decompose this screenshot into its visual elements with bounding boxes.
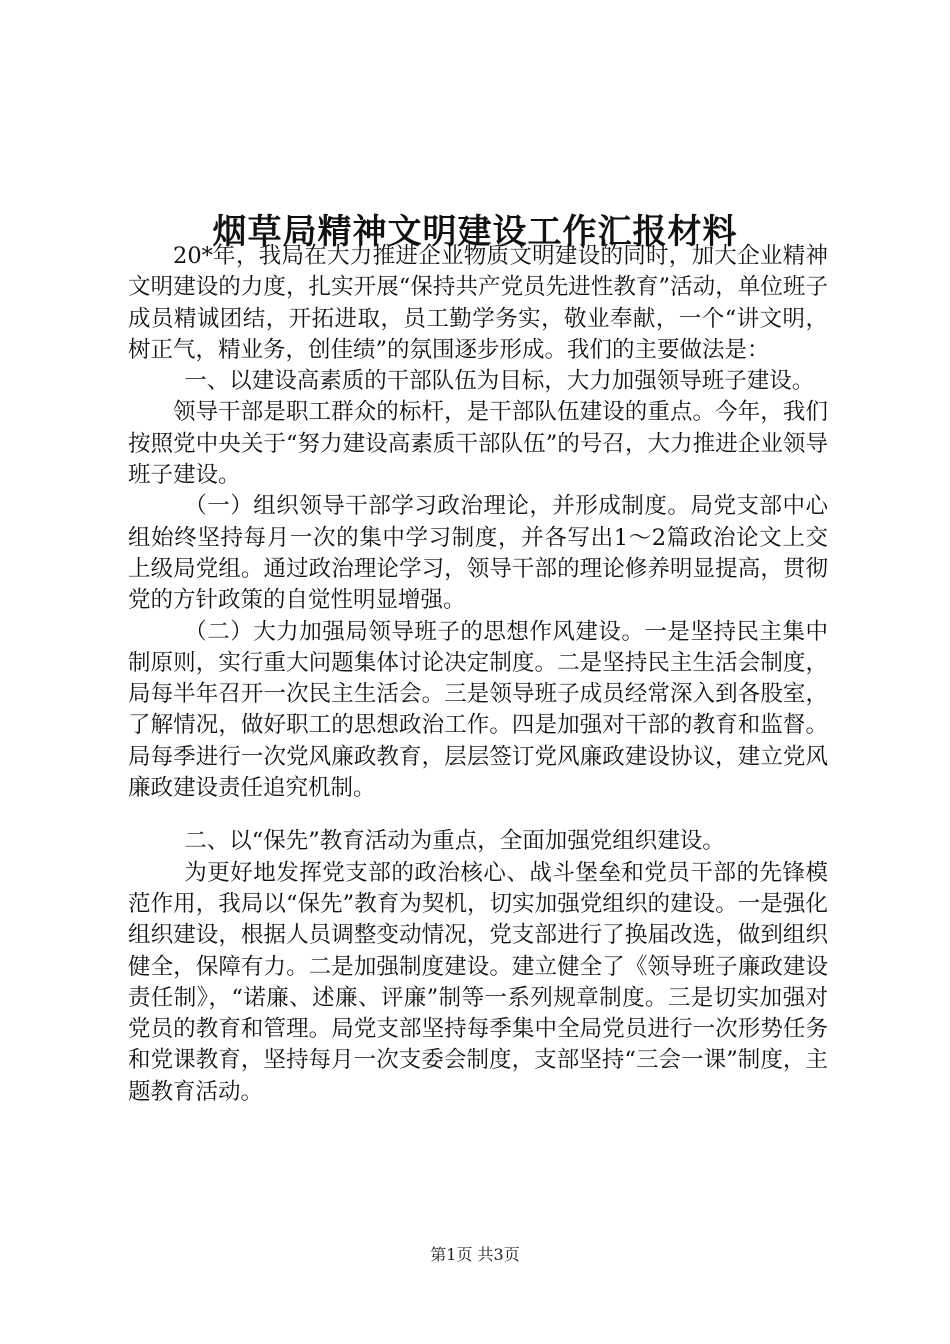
page-number-footer: 第1页 共3页 bbox=[430, 1245, 520, 1264]
subsection-paragraph-1: （一）组织领导干部学习政治理论，并形成制度。局党支部中心组始终坚持每月一次的集中学习制度，并各写出1～2篇政治论文上交上级局党组。通过政治理论学习，领导干部的理论修养明显提高，贯彻党的方针政策的自觉性明显增强。 bbox=[128, 493, 828, 614]
subsection-paragraph-2: （二）大力加强局领导班子的思想作风建设。一是坚持民主集中制原则，实行重大问题集体讨论决定制度。二是坚持民主生活会制度，局每半年召开一次民主生活会。三是领导班子成员经常深入到各股室，了解情况，做好职工的思想政治工作。四是加强对干部的教育和监督。局每季进行一次党风廉政教育，层层签订党风廉政建设协议，建立党风廉政建设责任追究机制。 bbox=[128, 618, 828, 802]
paragraph-spacer bbox=[128, 804, 828, 826]
body-paragraph: 为更好地发挥党支部的政治核心、战斗堡垒和党员干部的先锋模范作用，我局以“保先”教育为契机，切实加强党组织的建设。一是强化组织建设，根据人员调整变动情况，党支部进行了换届改选，做到组织健全，保障有力。二是加强制度建设。建立健全了《领导班子廉政建设责任制》，“诺廉、述廉、评廉”制等一系列规章制度。三是切实加强对党员的教育和管理。局党支部坚持每季集中全局党员进行一次形势任务和党课教育，坚持每月一次支委会制度，支部坚持“三会一课”制度，主题教育活动。 bbox=[128, 859, 828, 1105]
document-body bbox=[128, 241, 828, 1108]
body-paragraph: 领导干部是职工群众的标杆，是干部队伍建设的重点。今年，我们按照党中央关于“努力建设高素质干部队伍”的号召，大力推进企业领导班子建设。 bbox=[128, 399, 828, 489]
section-heading-2: 二、以“保先”教育活动为重点，全面加强党组织建设。 bbox=[184, 828, 725, 855]
document-title: 烟草局精神文明建设工作汇报材料 bbox=[212, 211, 738, 252]
section-heading-1: 一、以建设高素质的干部队伍为目标，大力加强领导班子建设。 bbox=[184, 368, 815, 395]
intro-paragraph: 20*年，我局在大力推进企业物质文明建设的同时，加大企业精神文明建设的力度，扎实开展“保持共产党员先进性教育”活动，单位班子成员精诚团结，开拓进取，员工勤学务实，敬业奉献，一个“讲文明，树正气，精业务，创佳绩”的氛围逐步形成。我们的主要做法是： bbox=[128, 243, 828, 363]
